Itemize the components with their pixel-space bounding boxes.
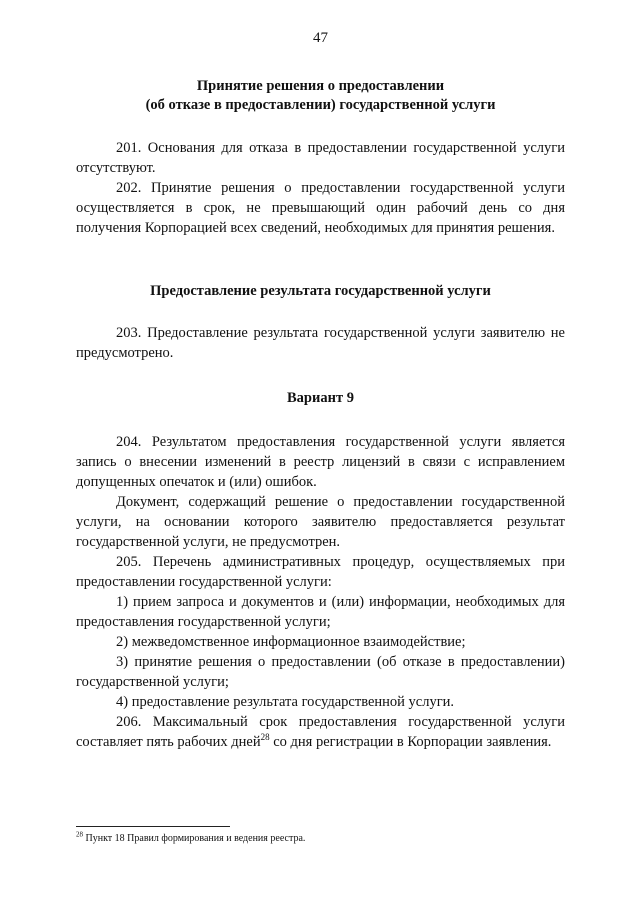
paragraph-202: 202. Принятие решения о предоставлении государственной услуги осуществляется в срок, не превышающий один рабочий день со дня получения Корпорацией всех сведений, необходимых для принятия решения. <box>76 180 565 236</box>
footnote <box>76 832 305 845</box>
list-item-4: 4) предоставление результата государственной услуги. <box>116 694 455 710</box>
list-item-1: 1) прием запроса и документов и (или) информации, необходимых для предоставления государственной услуги; <box>76 594 565 630</box>
list-item-2: 2) межведомственное информационное взаимодействие; <box>116 634 466 650</box>
heading-line: Предоставление результата государственной услуги <box>150 283 491 299</box>
page-number: 47 <box>313 30 328 46</box>
paragraph-204: 204. Результатом предоставления государственной услуги является запись о внесении изменений в реестр лицензий в связи с исправлением допущенных опечаток и (или) ошибок. <box>76 434 565 490</box>
paragraph-206-text-end: со дня регистрации в Корпорации заявления. <box>269 734 552 750</box>
paragraph-201: 201. Основания для отказа в предоставлении государственной услуги отсутствуют. <box>76 140 565 176</box>
paragraph-204-document: Документ, содержащий решение о предоставлении государственной услуги, на основании которого заявителю предоставляется результат государственной услуги, не предусмотрен. <box>76 494 565 550</box>
paragraph-206 <box>76 712 565 752</box>
section-heading-variant-9 <box>76 389 565 408</box>
document-page <box>76 0 565 901</box>
section-heading-decision <box>76 77 565 115</box>
list-item-3: 3) принятие решения о предоставлении (об отказе в предоставлении) государственной услуги; <box>76 654 565 690</box>
footnote-divider <box>76 826 230 827</box>
section-heading-result <box>76 282 565 301</box>
heading-line-2: (об отказе в предоставлении) государственной услуги <box>145 97 496 113</box>
paragraph-205: 205. Перечень административных процедур, осуществляемых при предоставлении государственной услуги: <box>76 554 565 590</box>
footnote-text: Пункт 18 Правил формирования и ведения реестра. <box>83 833 306 844</box>
heading-line-1: Принятие решения о предоставлении <box>196 78 445 94</box>
footnote-reference: 28 <box>260 732 270 743</box>
footnote-number: 28 <box>76 830 83 839</box>
paragraph-206-text: 206. Максимальный срок предоставления государственной услуги составляет пять рабочих дней <box>76 714 565 750</box>
paragraph-203: 203. Предоставление результата государственной услуги заявителю не предусмотрено. <box>76 325 565 361</box>
heading-line: Вариант 9 <box>287 390 354 406</box>
